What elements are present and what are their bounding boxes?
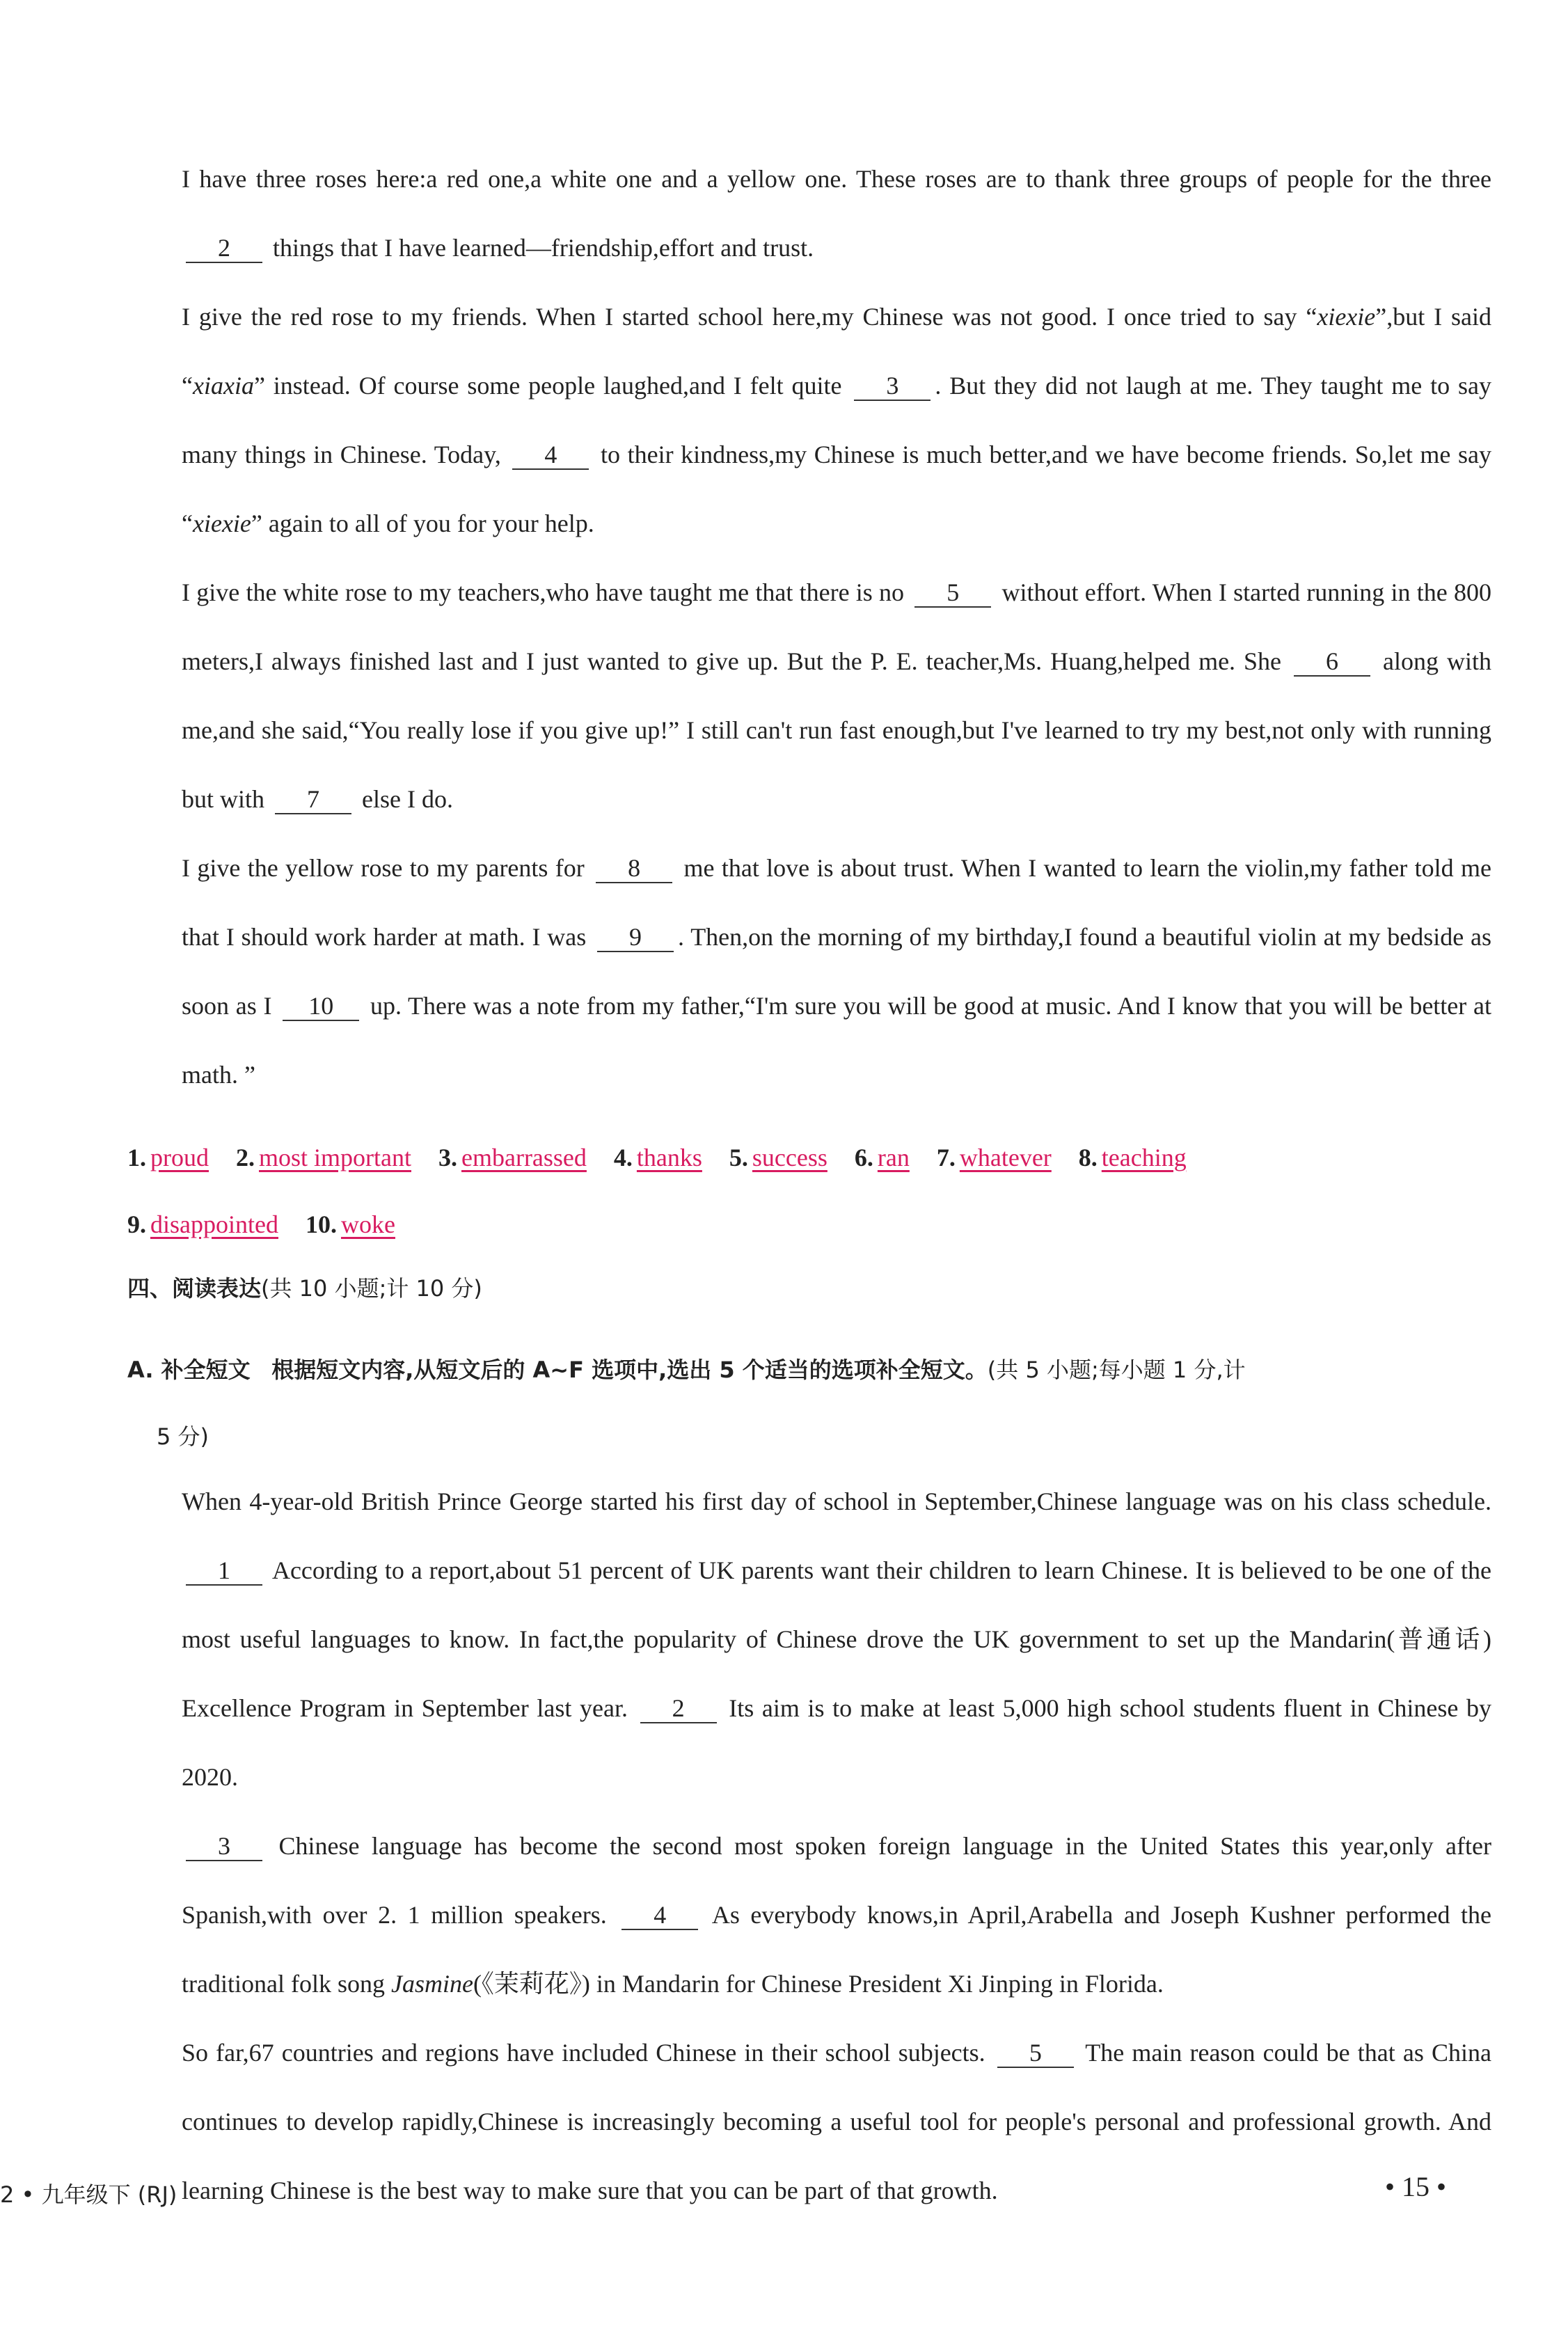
cloze-passage [127, 145, 1491, 1110]
text-run: ” again to all of you for your help. [251, 510, 594, 537]
text-run: I give the red rose to my friends. When I started school here,my Chinese was not good. I once tried to say “ [182, 303, 1317, 331]
blank-4: 4 [621, 1901, 698, 1930]
answer-number: 1. [127, 1144, 146, 1171]
paragraph [127, 558, 1491, 834]
italic-text: Jasmine [390, 1970, 473, 1998]
blank-5: 5 [997, 2039, 1074, 2068]
answer-text: most important [259, 1144, 411, 1171]
text-run: Its aim is to make at least 5,000 high school students fluent in Chinese by 2020. [182, 1694, 1491, 1791]
answer-number: 8. [1078, 1144, 1098, 1171]
text-run: I have three roses here:a red one,a white one and a yellow one. These roses are to thank three groups of people for the three [182, 165, 1491, 193]
answer-number: 6. [854, 1144, 873, 1171]
page-number: • 15 • [1385, 2171, 1447, 2202]
blank-2: 2 [186, 234, 262, 263]
answer-text: whatever [959, 1144, 1052, 1171]
text-run: to their kindness,my Chinese is much better,and we have become friends. So,let me say “ [182, 441, 1491, 537]
paragraph [127, 834, 1491, 1110]
blank-9: 9 [597, 923, 674, 952]
answer-text: woke [340, 1210, 395, 1238]
answer-number: 9. [127, 1210, 146, 1238]
answer-number: 10. [305, 1210, 337, 1238]
blank-8: 8 [596, 854, 672, 883]
text-run: So far,67 countries and regions have included Chinese in their school subjects. [182, 2039, 993, 2067]
text-run: else I do. [356, 785, 453, 813]
text-run: I give the yellow rose to my parents for [182, 854, 592, 882]
answer-number: 7. [936, 1144, 956, 1171]
paragraph [127, 283, 1491, 558]
blank-10: 10 [283, 992, 359, 1021]
paragraph [127, 2019, 1491, 2225]
text-run: me that love is about trust. When I wanted to learn the violin,my father told me that I should work harder at math. I was [182, 854, 1492, 951]
italic-text: xiaxia [192, 372, 254, 400]
text-run: along with me,and she said,“You really lose if you give up!” I still can't run fast enough,but I've learned to try my best,not only with running but with [182, 647, 1491, 813]
text-run: . But they did not laugh at me. They taught me to say many things in Chinese. Today, [182, 372, 1491, 468]
instruction-label: A. 补全短文 [127, 1357, 251, 1383]
italic-text: xiexie [1317, 303, 1376, 331]
blank-3: 3 [186, 1832, 262, 1861]
text-run: . Then,on the morning of my birthday,I found a beautiful violin at my bedside as soon as I [182, 923, 1492, 1020]
text-run: without effort. When I started running in the 800 meters,I always finished last and I just wanted to give up. But the P. E. teacher,Ms. Huang,helped me. She [182, 578, 1491, 675]
text-run: ” instead. Of course some people laughed,and I felt quite [253, 372, 850, 400]
blank-4: 4 [512, 441, 589, 470]
answer-row-1 [127, 1124, 1491, 1191]
answer-text: proud [150, 1144, 209, 1171]
answer-text: disappointed [150, 1210, 278, 1238]
instruction-score: (共 5 小题;每小题 1 分,计 [987, 1357, 1246, 1383]
text-run: I give the white rose to my teachers,who have taught me that there is no [182, 578, 911, 606]
answer-row-2 [127, 1191, 1491, 1258]
blank-3: 3 [854, 372, 930, 401]
italic-text: xiexie [192, 510, 251, 537]
text-run: According to a report,about 51 percent of UK parents want their children to learn Chinese. It is believed to be one of the most useful languages to know. In fact,the popularity of Chinese drove the UK government to set up the Mandarin(普通话) Excellence Program in September last year. [182, 1556, 1491, 1722]
answer-key [127, 1124, 1491, 1258]
blank-2: 2 [640, 1694, 717, 1723]
answer-text: embarrassed [461, 1144, 587, 1171]
section-heading [127, 1271, 482, 1303]
instruction-score-cont: 5 分) [157, 1423, 209, 1450]
answer-text: thanks [636, 1144, 702, 1171]
blank-1: 1 [186, 1556, 262, 1586]
blank-5: 5 [914, 578, 991, 608]
text-run: The main reason could be that as China continues to develop rapidly,Chinese is increasingly becoming a useful tool for people's personal and professional growth. And learning Chinese is the best way to make sure that you can be part of that growth. [182, 2039, 1491, 2204]
text-run: things that I have learned—friendship,effort and trust. [267, 234, 814, 262]
section-subtitle: (共 10 小题;计 10 分) [261, 1275, 482, 1302]
text-run: When 4-year-old British Prince George started his first day of school in September,Chinese language was on his class schedule. [182, 1487, 1491, 1515]
text-run: As everybody knows,in April,Arabella and Joseph Kushner performed the traditional folk song [182, 1901, 1492, 1998]
answer-text: teaching [1101, 1144, 1187, 1171]
answer-text: ran [877, 1144, 910, 1171]
footer-grade-label: 2 • 九年级下 (RJ) [0, 2181, 177, 2208]
text-run: Chinese language has become the second most spoken foreign language in the United States this year,only after Spanish,with over 2. 1 million speakers. [182, 1832, 1491, 1929]
paragraph [127, 145, 1491, 283]
answer-text: success [752, 1144, 827, 1171]
text-run: (《茉莉花》) in Mandarin for Chinese President Xi Jinping in Florida. [473, 1970, 1164, 1998]
answer-number: 5. [729, 1144, 748, 1171]
answer-number: 4. [613, 1144, 633, 1171]
answer-number: 2. [236, 1144, 255, 1171]
section-title: 四、阅读表达 [127, 1275, 262, 1302]
text-run: up. There was a note from my father,“I'm sure you will be good at music. And I know that you will be better at math. ” [182, 992, 1491, 1089]
instruction-text: 根据短文内容,从短文后的 A~F 选项中,选出 5 个适当的选项补全短文。 [271, 1357, 988, 1383]
blank-6: 6 [1294, 647, 1370, 677]
instruction [127, 1336, 1491, 1470]
answer-number: 3. [438, 1144, 457, 1171]
paragraph [127, 1467, 1491, 1812]
paragraph [127, 1812, 1491, 2019]
blank-7: 7 [275, 785, 351, 814]
reading-passage [127, 1467, 1491, 2225]
text-run: ”,but I said “ [182, 303, 1491, 400]
